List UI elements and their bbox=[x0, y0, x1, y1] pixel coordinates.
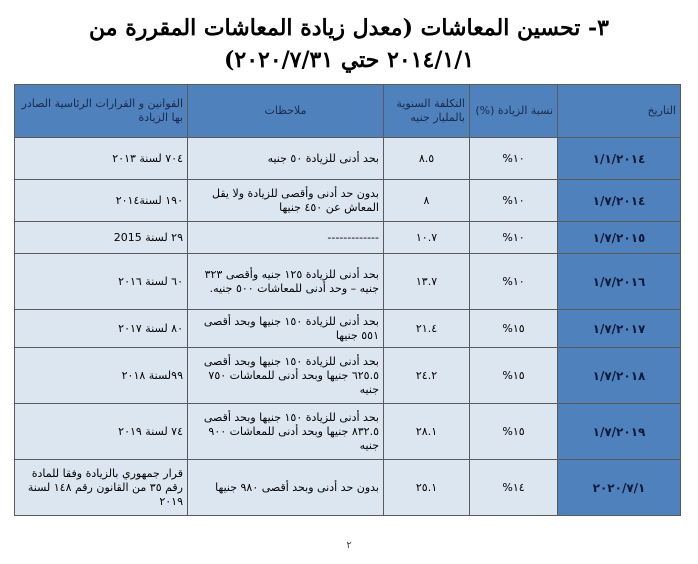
table-row bbox=[15, 404, 681, 460]
table-row bbox=[15, 180, 681, 222]
cell-date: ١/٧/٢٠١٥ bbox=[558, 222, 681, 254]
table-row bbox=[15, 138, 681, 180]
header-cost: التكلفة السنوية بالمليار جنيه bbox=[384, 85, 470, 138]
cell-rate: ١٠% bbox=[470, 138, 558, 180]
cell-cost: ٢٥.١ bbox=[384, 460, 470, 516]
cell-rate: ١٥% bbox=[470, 348, 558, 404]
cell-date: ١/٧/٢٠١٦ bbox=[558, 254, 681, 310]
cell-rate: ١٥% bbox=[470, 404, 558, 460]
header-notes: ملاحظات bbox=[188, 85, 384, 138]
cell-date: ١/١/٢٠١٤ bbox=[558, 138, 681, 180]
cell-notes: ------------- bbox=[188, 222, 384, 254]
cell-laws: ٦٠ لسنة ٢٠١٦ bbox=[15, 254, 188, 310]
cell-date: ٢٠٢٠/٧/١ bbox=[558, 460, 681, 516]
table-header-row bbox=[15, 85, 681, 138]
table-row bbox=[15, 222, 681, 254]
cell-notes: بدون حد أدنى وبحد أقصى ٩٨٠ جنيها bbox=[188, 460, 384, 516]
cell-cost: ١٠.٧ bbox=[384, 222, 470, 254]
table-row bbox=[15, 310, 681, 348]
cell-laws: ٨٠ لسنة ٢٠١٧ bbox=[15, 310, 188, 348]
cell-rate: ١٠% bbox=[470, 180, 558, 222]
cell-date: ١/٧/٢٠١٧ bbox=[558, 310, 681, 348]
cell-laws: ٧٠٤ لسنة ٢٠١٣ bbox=[15, 138, 188, 180]
cell-cost: ٢١.٤ bbox=[384, 310, 470, 348]
table-row bbox=[15, 460, 681, 516]
cell-date: ١/٧/٢٠١٨ bbox=[558, 348, 681, 404]
cell-laws: ٢٩ لسنة 2015 bbox=[15, 222, 188, 254]
cell-notes: بحد أدنى للزيادة ١٥٠ جنيها وبحد أقصى ٨٣٢.٥ جنيها وبحد أدنى للمعاشات ٩٠٠ جنيه bbox=[188, 404, 384, 460]
cell-rate: ١٠% bbox=[470, 254, 558, 310]
cell-cost: ٢٤.٢ bbox=[384, 348, 470, 404]
cell-notes: بحد أدنى للزيادة ١٥٠ جنيها وبحد أقصى ٥٥١ جنيها bbox=[188, 310, 384, 348]
table-row bbox=[15, 254, 681, 310]
cell-notes: بحد أدنى للزيادة ١٢٥ جنيه وأقصى ٣٢٣ جنيه – وحد أدنى للمعاشات ٥٠٠ جنيه. bbox=[188, 254, 384, 310]
cell-notes: بحد أدنى للزيادة ١٥٠ جنيها وبحد أقصى ٦٢٥.٥ جنيها وبحد أدنى للمعاشات ٧٥٠ جنيه bbox=[188, 348, 384, 404]
cell-cost: ٨.٥ bbox=[384, 138, 470, 180]
header-rate: نسبة الزيادة (%) bbox=[470, 85, 558, 138]
page-title-line2: ٢٠١٤/١/١ حتي ٢٠٢٠/٧/٣١) bbox=[223, 47, 475, 73]
header-laws: القوانين و القرارات الرئاسية الصادر بها الزيادة bbox=[15, 85, 188, 138]
cell-laws: قرار جمهوري بالزيادة وفقا للمادة رقم ٣٥ من القانون رقم ١٤٨ لسنة ٢٠١٩ bbox=[15, 460, 188, 516]
page-number: ٢ bbox=[346, 540, 352, 551]
cell-cost: ٢٨.١ bbox=[384, 404, 470, 460]
cell-rate: ١٠% bbox=[470, 222, 558, 254]
cell-laws: ٩٩لسنة ٢٠١٨ bbox=[15, 348, 188, 404]
header-date: التاريخ bbox=[558, 85, 681, 138]
cell-laws: ٧٤ لسنة ٢٠١٩ bbox=[15, 404, 188, 460]
pensions-table bbox=[14, 84, 681, 516]
cell-rate: ١٥% bbox=[470, 310, 558, 348]
page-title-line1: ٣- تحسين المعاشات (معدل زيادة المعاشات المقررة من bbox=[89, 15, 609, 41]
cell-notes: بحد أدنى للزيادة ٥٠ جنيه bbox=[188, 138, 384, 180]
cell-laws: ١٩٠ لسنة٢٠١٤ bbox=[15, 180, 188, 222]
cell-date: ١/٧/٢٠١٩ bbox=[558, 404, 681, 460]
cell-rate: ١٤% bbox=[470, 460, 558, 516]
table-row bbox=[15, 348, 681, 404]
cell-cost: ٨ bbox=[384, 180, 470, 222]
cell-notes: بدون حد أدنى وأقصى للزيادة ولا يقل المعاش عن ٤٥٠ جنيها bbox=[188, 180, 384, 222]
cell-date: ١/٧/٢٠١٤ bbox=[558, 180, 681, 222]
cell-cost: ١٣.٧ bbox=[384, 254, 470, 310]
